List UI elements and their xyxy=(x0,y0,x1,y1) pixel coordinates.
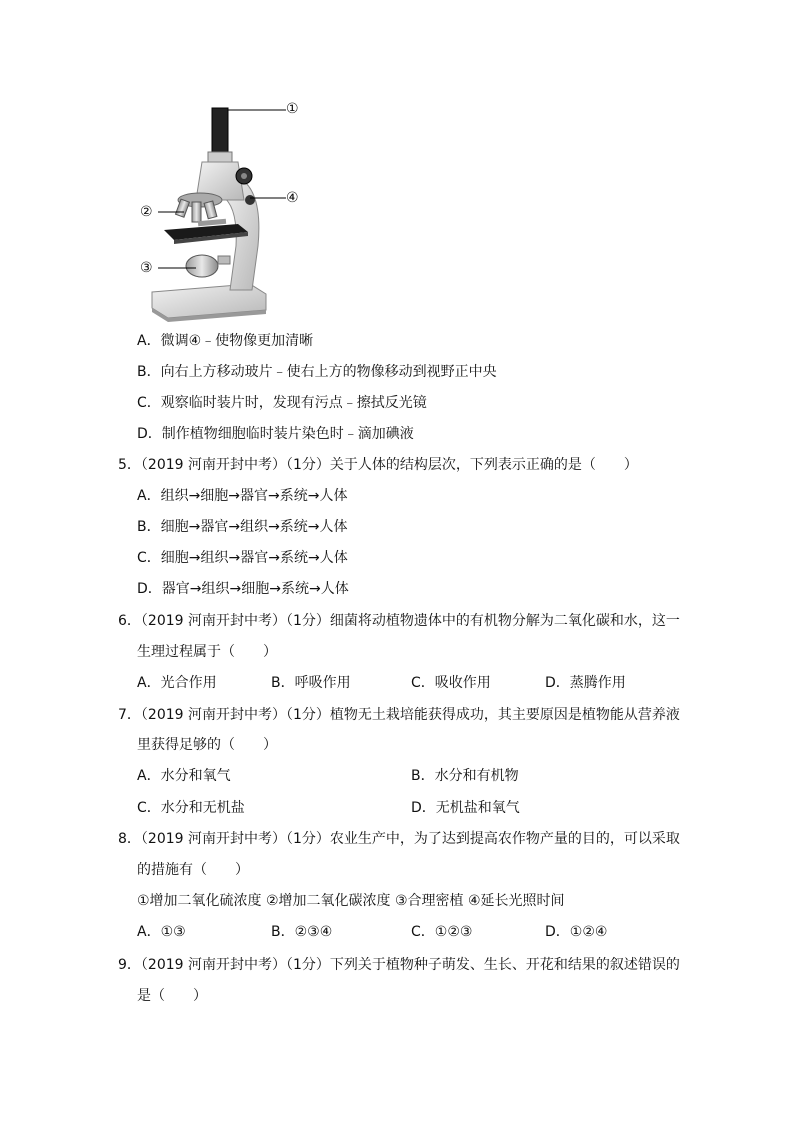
microscope-illustration xyxy=(140,96,310,324)
q5-option-c: C．细胞→组织→器官→系统→人体 xyxy=(137,550,348,566)
q8-option-b: B．②③④ xyxy=(271,924,333,940)
q6-stem-line1: 6．（2019 河南开封中考）（1分）细菌将动植物遗体中的有机物分解为二氧化碳和水，这一 xyxy=(118,613,680,629)
q4-option-d: D．制作植物细胞临时装片染色时﹣滴加碘液 xyxy=(137,426,414,442)
callout-3: ③ xyxy=(140,260,153,276)
q8-option-d: D．①②④ xyxy=(545,924,608,940)
q7-stem-line1: 7．（2019 河南开封中考）（1分）植物无土栽培能获得成功，其主要原因是植物能从营养液 xyxy=(118,707,680,723)
q8-option-c: C．①②③ xyxy=(411,924,473,940)
q8-stem-line1: 8．（2019 河南开封中考）（1分）农业生产中，为了达到提高农作物产量的目的，可以采取 xyxy=(118,831,680,847)
callout-1: ① xyxy=(286,101,299,117)
q6-option-a: A．光合作用 xyxy=(137,675,217,691)
q7-option-b: B．水分和有机物 xyxy=(411,768,519,784)
q6-option-d: D．蒸腾作用 xyxy=(545,675,626,691)
q7-option-a: A．水分和氧气 xyxy=(137,768,231,784)
q9-stem-line1: 9．（2019 河南开封中考）（1分）下列关于植物种子萌发、生长、开花和结果的叙述错误的 xyxy=(118,957,680,973)
q7-option-d: D．无机盐和氧气 xyxy=(411,800,520,816)
q7-option-c: C．水分和无机盐 xyxy=(137,800,245,816)
q5-option-d: D．器官→组织→细胞→系统→人体 xyxy=(137,581,349,597)
q8-option-a: A．①③ xyxy=(137,924,186,940)
q7-stem-line2: 里获得足够的（ ） xyxy=(137,737,277,753)
q5-option-b: B．细胞→器官→组织→系统→人体 xyxy=(137,519,348,535)
microscope-figure xyxy=(140,96,310,324)
q6-option-b: B．呼吸作用 xyxy=(271,675,351,691)
q6-option-c: C．吸收作用 xyxy=(411,675,491,691)
callout-4: ④ xyxy=(286,190,299,206)
q8-measures: ①增加二氧化硫浓度 ②增加二氧化碳浓度 ③合理密植 ④延长光照时间 xyxy=(137,893,565,909)
q5-stem: 5．（2019 河南开封中考）（1分）关于人体的结构层次，下列表示正确的是（ ） xyxy=(118,457,638,473)
q8-stem-line2: 的措施有（ ） xyxy=(137,862,249,878)
callout-2: ② xyxy=(140,204,153,220)
q5-option-a: A．组织→细胞→器官→系统→人体 xyxy=(137,488,348,504)
q4-option-a: A．微调④﹣使物像更加清晰 xyxy=(137,333,314,349)
q4-option-b: B．向右上方移动玻片﹣使右上方的物像移动到视野正中央 xyxy=(137,364,497,380)
q6-stem-line2: 生理过程属于（ ） xyxy=(137,644,277,660)
q9-stem-line2: 是（ ） xyxy=(137,988,207,1004)
q4-option-c: C．观察临时装片时，发现有污点﹣擦拭反光镜 xyxy=(137,395,427,411)
